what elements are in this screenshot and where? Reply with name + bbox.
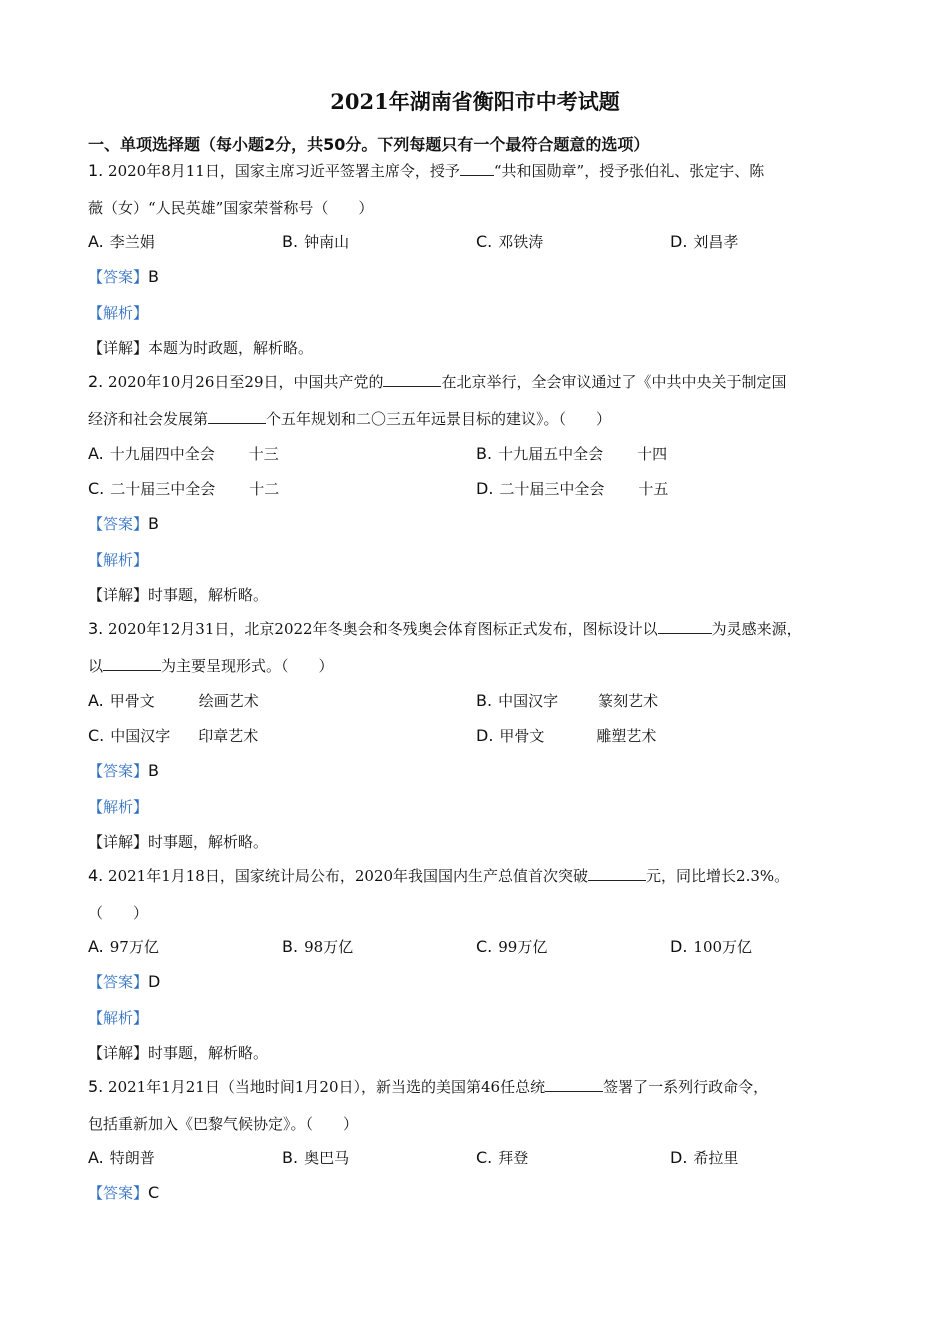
q2-option-a: A. 十九届四中全会 十三 — [88, 444, 279, 463]
q2-answer: 【答案】B — [88, 514, 159, 533]
q1-option-c: C. 邓铁涛 — [476, 232, 544, 251]
q5-option-b: B. 奥巴马 — [282, 1148, 350, 1167]
q4-option-c: C. 99万亿 — [476, 937, 548, 956]
q2-option-c: C. 二十届三中全会 十二 — [88, 479, 280, 498]
q1-stem-a: 2020年8月11日，国家主席习近平签署主席令，授予 — [108, 162, 460, 180]
q2-detail: 【详解】时事题，解析略。 — [88, 586, 269, 604]
q3-blank-2 — [103, 658, 161, 671]
q3-number: 3. — [88, 619, 104, 638]
q3-option-a: A. 甲骨文 绘画艺术 — [88, 691, 259, 710]
q3-option-c: C. 中国汉字 印章艺术 — [88, 726, 259, 745]
q1-number: 1. — [88, 161, 104, 180]
q3-option-b: B. 中国汉字 篆刻艺术 — [476, 691, 659, 710]
q1-option-d: D. 刘昌孝 — [670, 232, 739, 251]
q1-detail: 【详解】本题为时政题，解析略。 — [88, 339, 314, 357]
q3-detail: 【详解】时事题，解析略。 — [88, 833, 269, 851]
q1-stem-b: “共和国勋章”，授予张伯礼、张定宇、陈 — [493, 162, 765, 180]
q4-option-a: A. 97万亿 — [88, 937, 159, 956]
q3-stem-line1: 3. 2020年12月31日，北京2022年冬奥会和冬残奥会体育图标正式发布，图标设计以 为灵感来源， — [88, 619, 802, 638]
q1-blank — [460, 163, 494, 176]
q4-option-b: B. 98万亿 — [282, 937, 354, 956]
q5-number: 5. — [88, 1077, 104, 1096]
q2-stem-line1: 2. 2020年10月26日至29日，中国共产党的 在北京举行，全会审议通过了《中共中央关于制定国 — [88, 372, 787, 391]
q1-stem-line1 — [88, 160, 764, 181]
q4-stem-line1: 4. 2021年1月18日，国家统计局公布，2020年我国国内生产总值首次突破 元，同比增长2.3%。 — [88, 866, 790, 885]
q3-answer: 【答案】B — [88, 761, 159, 780]
page-title: 2021年湖南省衡阳市中考试题 — [330, 89, 620, 114]
q5-answer: 【答案】C — [88, 1183, 160, 1202]
q3-option-d: D. 甲骨文 雕塑艺术 — [476, 726, 657, 745]
q5-option-a: A. 特朗普 — [88, 1148, 155, 1167]
q2-stem-line2: 经济和社会发展第 个五年规划和二〇三五年远景目标的建议》。（ ） — [88, 410, 612, 428]
q5-blank — [545, 1079, 603, 1092]
q2-option-b: B. 十九届五中全会 十四 — [476, 444, 668, 463]
q1-option-b: B. 钟南山 — [282, 232, 350, 251]
q4-option-d: D. 100万亿 — [670, 937, 753, 956]
q5-option-c: C. 拜登 — [476, 1148, 529, 1167]
q3-analysis: 【解析】 — [88, 798, 149, 816]
q1-stem-line2: 薇（女）“人民英雄”国家荣誉称号（ ） — [88, 199, 374, 217]
q1-answer: 【答案】B — [88, 267, 159, 286]
q3-blank-1 — [658, 621, 712, 634]
q4-number: 4. — [88, 866, 104, 885]
q3-stem-line2: 以 为主要呈现形式。（ ） — [88, 657, 334, 675]
q4-analysis: 【解析】 — [88, 1009, 149, 1027]
section-heading: 一、单项选择题（每小题2分，共50分。下列每题只有一个最符合题意的选项） — [88, 135, 650, 154]
q2-analysis: 【解析】 — [88, 551, 149, 569]
q4-detail: 【详解】时事题，解析略。 — [88, 1044, 269, 1062]
q1-analysis: 【解析】 — [88, 304, 149, 322]
q4-stem-line2: （ ） — [88, 904, 149, 922]
q2-number: 2. — [88, 372, 104, 391]
q1-option-a: A. 李兰娟 — [88, 232, 155, 251]
q4-blank — [588, 868, 646, 881]
q5-stem-line1: 5. 2021年1月21日（当地时间1月20日），新当选的美国第46任总统 签署了一系列行政命令， — [88, 1077, 769, 1096]
q5-option-d: D. 希拉里 — [670, 1148, 739, 1167]
q2-blank-1 — [383, 374, 441, 387]
q4-answer: 【答案】D — [88, 972, 161, 991]
q2-option-d: D. 二十届三中全会 十五 — [476, 479, 669, 498]
q2-blank-2 — [208, 411, 266, 424]
q5-stem-line2: 包括重新加入《巴黎气候协定》。（ ） — [88, 1115, 359, 1133]
